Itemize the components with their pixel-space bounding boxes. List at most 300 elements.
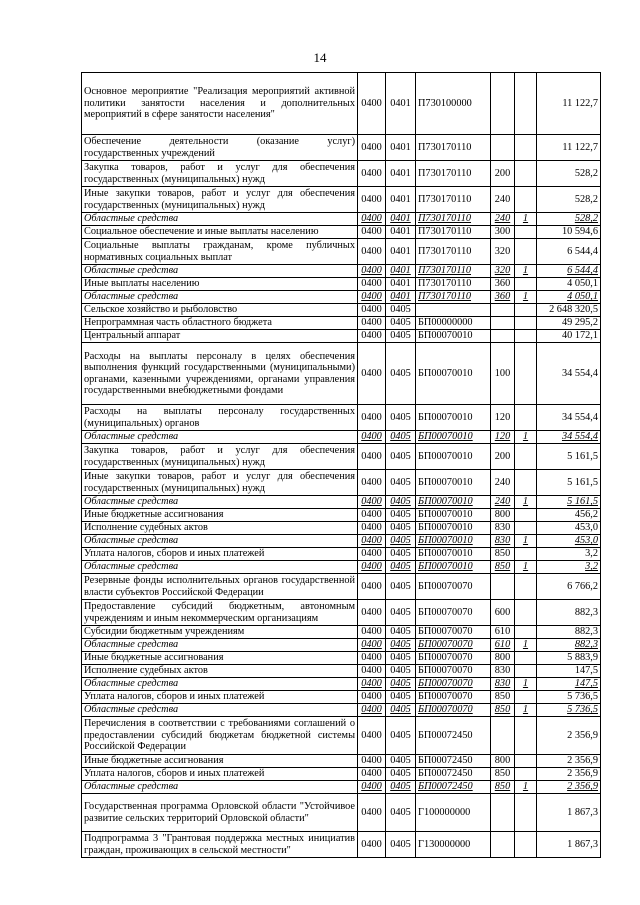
subsection-code: 0405	[386, 496, 416, 509]
subsection-code: 0405	[386, 704, 416, 717]
section-code: 0400	[358, 600, 386, 626]
target-article-code	[416, 304, 491, 317]
section-code: 0400	[358, 574, 386, 600]
funding-source-code: 1	[515, 704, 537, 717]
funding-source-code	[515, 755, 537, 768]
section-code: 0400	[358, 639, 386, 652]
table-row	[82, 73, 601, 135]
amount: 453,0	[537, 535, 601, 548]
row-name: Закупка товаров, работ и услуг для обеспечения государственных (муниципальных) нужд	[82, 444, 358, 470]
subsection-code: 0401	[386, 161, 416, 187]
row-name: Иные выплаты населению	[82, 278, 358, 291]
section-code: 0400	[358, 548, 386, 561]
subsection-code: 0405	[386, 691, 416, 704]
section-code: 0400	[358, 781, 386, 794]
amount: 882,3	[537, 600, 601, 626]
target-article-code: БП00070010	[416, 470, 491, 496]
table-row	[82, 522, 601, 535]
target-article-code: Г100000000	[416, 794, 491, 832]
subsection-code: 0405	[386, 522, 416, 535]
funding-source-code	[515, 161, 537, 187]
expense-type-code	[491, 304, 515, 317]
expense-type-code: 600	[491, 600, 515, 626]
subsection-code: 0401	[386, 187, 416, 213]
section-code: 0400	[358, 431, 386, 444]
funding-source-code	[515, 226, 537, 239]
target-article-code: БП00070010	[416, 561, 491, 574]
amount: 5 736,5	[537, 691, 601, 704]
subsection-code: 0405	[386, 794, 416, 832]
subsection-code: 0405	[386, 626, 416, 639]
subsection-code: 0405	[386, 304, 416, 317]
row-name: Подпрограмма 3 "Грантовая поддержка местных инициатив граждан, проживающих в сельской местности"	[82, 832, 358, 858]
section-code: 0400	[358, 832, 386, 858]
row-name: Областные средства	[82, 639, 358, 652]
table-row	[82, 444, 601, 470]
funding-source-code	[515, 444, 537, 470]
amount: 5 161,5	[537, 470, 601, 496]
table-row	[82, 561, 601, 574]
subsection-code: 0405	[386, 535, 416, 548]
row-name: Центральный аппарат	[82, 330, 358, 343]
target-article-code: БП00070010	[416, 509, 491, 522]
subsection-code: 0401	[386, 265, 416, 278]
expense-type-code: 830	[491, 522, 515, 535]
amount: 5 161,5	[537, 444, 601, 470]
funding-source-code	[515, 73, 537, 135]
amount: 147,5	[537, 678, 601, 691]
section-code: 0400	[358, 678, 386, 691]
amount: 1 867,3	[537, 794, 601, 832]
row-name: Уплата налогов, сборов и иных платежей	[82, 691, 358, 704]
row-name: Областные средства	[82, 781, 358, 794]
table-row	[82, 265, 601, 278]
subsection-code: 0401	[386, 239, 416, 265]
expense-type-code: 200	[491, 444, 515, 470]
expense-type-code: 320	[491, 239, 515, 265]
expense-type-code: 320	[491, 265, 515, 278]
funding-source-code	[515, 187, 537, 213]
section-code: 0400	[358, 444, 386, 470]
subsection-code: 0401	[386, 73, 416, 135]
target-article-code: БП00070010	[416, 444, 491, 470]
expense-type-code: 830	[491, 678, 515, 691]
funding-source-code	[515, 548, 537, 561]
section-code: 0400	[358, 691, 386, 704]
row-name: Социальное обеспечение и иные выплаты населению	[82, 226, 358, 239]
subsection-code: 0405	[386, 548, 416, 561]
funding-source-code: 1	[515, 639, 537, 652]
target-article-code: БП00070070	[416, 665, 491, 678]
page-number: 14	[313, 50, 327, 65]
amount: 528,2	[537, 161, 601, 187]
subsection-code: 0405	[386, 431, 416, 444]
amount: 3,2	[537, 561, 601, 574]
section-code: 0400	[358, 652, 386, 665]
funding-source-code	[515, 343, 537, 405]
table-row	[82, 405, 601, 431]
amount: 6 766,2	[537, 574, 601, 600]
section-code: 0400	[358, 522, 386, 535]
expense-type-code: 240	[491, 496, 515, 509]
amount: 2 356,9	[537, 755, 601, 768]
subsection-code: 0401	[386, 291, 416, 304]
table-row	[82, 496, 601, 509]
section-code: 0400	[358, 226, 386, 239]
amount: 882,3	[537, 639, 601, 652]
subsection-code: 0405	[386, 405, 416, 431]
table-row	[82, 639, 601, 652]
section-code: 0400	[358, 768, 386, 781]
amount: 10 594,6	[537, 226, 601, 239]
table-row	[82, 755, 601, 768]
funding-source-code	[515, 691, 537, 704]
target-article-code: БП00072450	[416, 781, 491, 794]
table-row	[82, 548, 601, 561]
target-article-code: П730170110	[416, 213, 491, 226]
target-article-code: П730170110	[416, 135, 491, 161]
amount: 11 122,7	[537, 73, 601, 135]
subsection-code: 0405	[386, 444, 416, 470]
section-code: 0400	[358, 496, 386, 509]
target-article-code: БП00070010	[416, 405, 491, 431]
amount: 5 161,5	[537, 496, 601, 509]
table-row	[82, 717, 601, 755]
funding-source-code	[515, 652, 537, 665]
funding-source-code	[515, 509, 537, 522]
target-article-code: БП00070070	[416, 704, 491, 717]
section-code: 0400	[358, 470, 386, 496]
expense-type-code: 850	[491, 781, 515, 794]
section-code: 0400	[358, 535, 386, 548]
table-row	[82, 135, 601, 161]
subsection-code: 0405	[386, 768, 416, 781]
row-name: Перечисления в соответствии с требованиями соглашений о предоставлении субсидий бюджетам бюджетной системы Российской Федерации	[82, 717, 358, 755]
amount: 49 295,2	[537, 317, 601, 330]
table-row	[82, 704, 601, 717]
target-article-code: БП00072450	[416, 768, 491, 781]
row-name: Областные средства	[82, 704, 358, 717]
funding-source-code	[515, 832, 537, 858]
funding-source-code	[515, 470, 537, 496]
table-row	[82, 304, 601, 317]
subsection-code: 0405	[386, 509, 416, 522]
expense-type-code	[491, 794, 515, 832]
funding-source-code	[515, 278, 537, 291]
section-code: 0400	[358, 561, 386, 574]
target-article-code: БП00070010	[416, 330, 491, 343]
row-name: Резервные фонды исполнительных органов государственной власти субъектов Российской Федерации	[82, 574, 358, 600]
funding-source-code: 1	[515, 213, 537, 226]
section-code: 0400	[358, 704, 386, 717]
target-article-code: П730170110	[416, 161, 491, 187]
budget-table	[81, 72, 601, 858]
subsection-code: 0401	[386, 213, 416, 226]
target-article-code: БП00070070	[416, 600, 491, 626]
target-article-code: БП00070010	[416, 522, 491, 535]
table-row	[82, 278, 601, 291]
row-name: Обеспечение деятельности (оказание услуг) государственных учреждений	[82, 135, 358, 161]
subsection-code: 0405	[386, 317, 416, 330]
expense-type-code	[491, 717, 515, 755]
section-code: 0400	[358, 317, 386, 330]
target-article-code: П730170110	[416, 226, 491, 239]
expense-type-code	[491, 135, 515, 161]
row-name: Уплата налогов, сборов и иных платежей	[82, 768, 358, 781]
funding-source-code	[515, 600, 537, 626]
amount: 6 544,4	[537, 265, 601, 278]
amount: 6 544,4	[537, 239, 601, 265]
target-article-code: БП00070010	[416, 535, 491, 548]
amount: 34 554,4	[537, 431, 601, 444]
row-name: Областные средства	[82, 535, 358, 548]
expense-type-code: 850	[491, 768, 515, 781]
expense-type-code: 200	[491, 161, 515, 187]
amount: 40 172,1	[537, 330, 601, 343]
expense-type-code: 850	[491, 548, 515, 561]
section-code: 0400	[358, 135, 386, 161]
table-row	[82, 187, 601, 213]
target-article-code: БП00070070	[416, 639, 491, 652]
funding-source-code	[515, 330, 537, 343]
table-row	[82, 226, 601, 239]
section-code: 0400	[358, 304, 386, 317]
target-article-code: БП00070010	[416, 548, 491, 561]
table-row	[82, 470, 601, 496]
expense-type-code: 850	[491, 704, 515, 717]
table-row	[82, 574, 601, 600]
expense-type-code: 120	[491, 431, 515, 444]
row-name: Иные закупки товаров, работ и услуг для обеспечения государственных (муниципальных) нужд	[82, 187, 358, 213]
amount: 456,2	[537, 509, 601, 522]
expense-type-code	[491, 574, 515, 600]
subsection-code: 0405	[386, 330, 416, 343]
section-code: 0400	[358, 187, 386, 213]
table-row	[82, 781, 601, 794]
table-row	[82, 626, 601, 639]
subsection-code: 0401	[386, 278, 416, 291]
target-article-code: БП00070010	[416, 343, 491, 405]
row-name: Иные бюджетные ассигнования	[82, 755, 358, 768]
expense-type-code: 240	[491, 470, 515, 496]
row-name: Областные средства	[82, 561, 358, 574]
amount: 882,3	[537, 626, 601, 639]
amount: 34 554,4	[537, 343, 601, 405]
row-name: Субсидии бюджетным учреждениям	[82, 626, 358, 639]
subsection-code: 0405	[386, 678, 416, 691]
target-article-code: БП00072450	[416, 755, 491, 768]
target-article-code: П730170110	[416, 239, 491, 265]
expense-type-code: 300	[491, 226, 515, 239]
row-name: Исполнение судебных актов	[82, 665, 358, 678]
target-article-code: БП00070070	[416, 678, 491, 691]
expense-type-code	[491, 832, 515, 858]
amount: 453,0	[537, 522, 601, 535]
section-code: 0400	[358, 509, 386, 522]
amount: 34 554,4	[537, 405, 601, 431]
table-row	[82, 291, 601, 304]
table-row	[82, 431, 601, 444]
funding-source-code: 1	[515, 535, 537, 548]
table-row	[82, 794, 601, 832]
row-name: Областные средства	[82, 265, 358, 278]
row-name: Предоставление субсидий бюджетным, автономным учреждениям и иным некоммерческим организациям	[82, 600, 358, 626]
target-article-code: БП00070010	[416, 496, 491, 509]
table-row	[82, 535, 601, 548]
funding-source-code: 1	[515, 265, 537, 278]
funding-source-code	[515, 626, 537, 639]
row-name: Основное мероприятие "Реализация мероприятий активной политики занятости населения и дополнительных мероприятий в сфере занятости населения"	[82, 73, 358, 135]
amount: 11 122,7	[537, 135, 601, 161]
funding-source-code	[515, 405, 537, 431]
subsection-code: 0405	[386, 652, 416, 665]
table-row	[82, 330, 601, 343]
expense-type-code: 240	[491, 187, 515, 213]
row-name: Иные бюджетные ассигнования	[82, 509, 358, 522]
table-row	[82, 317, 601, 330]
subsection-code: 0405	[386, 832, 416, 858]
subsection-code: 0405	[386, 470, 416, 496]
row-name: Расходы на выплаты персоналу государственных (муниципальных) органов	[82, 405, 358, 431]
expense-type-code: 830	[491, 665, 515, 678]
funding-source-code	[515, 665, 537, 678]
funding-source-code	[515, 768, 537, 781]
subsection-code: 0405	[386, 561, 416, 574]
subsection-code: 0405	[386, 665, 416, 678]
funding-source-code	[515, 794, 537, 832]
expense-type-code: 240	[491, 213, 515, 226]
expense-type-code: 360	[491, 278, 515, 291]
row-name: Закупка товаров, работ и услуг для обеспечения государственных (муниципальных) нужд	[82, 161, 358, 187]
section-code: 0400	[358, 626, 386, 639]
table-row	[82, 678, 601, 691]
expense-type-code	[491, 73, 515, 135]
subsection-code: 0405	[386, 343, 416, 405]
section-code: 0400	[358, 239, 386, 265]
funding-source-code	[515, 135, 537, 161]
subsection-code: 0401	[386, 135, 416, 161]
funding-source-code: 1	[515, 496, 537, 509]
amount: 3,2	[537, 548, 601, 561]
target-article-code: БП00000000	[416, 317, 491, 330]
expense-type-code	[491, 317, 515, 330]
subsection-code: 0405	[386, 781, 416, 794]
target-article-code: П730170110	[416, 291, 491, 304]
table-row	[82, 239, 601, 265]
row-name: Сельское хозяйство и рыболовство	[82, 304, 358, 317]
amount: 4 050,1	[537, 291, 601, 304]
funding-source-code: 1	[515, 678, 537, 691]
target-article-code: П730170110	[416, 278, 491, 291]
target-article-code: БП00072450	[416, 717, 491, 755]
table-row	[82, 768, 601, 781]
row-name: Областные средства	[82, 291, 358, 304]
expense-type-code: 120	[491, 405, 515, 431]
section-code: 0400	[358, 73, 386, 135]
funding-source-code	[515, 304, 537, 317]
table-row	[82, 652, 601, 665]
target-article-code: БП00070010	[416, 431, 491, 444]
amount: 2 356,9	[537, 717, 601, 755]
funding-source-code: 1	[515, 561, 537, 574]
expense-type-code: 800	[491, 755, 515, 768]
expense-type-code: 610	[491, 626, 515, 639]
table-row	[82, 600, 601, 626]
amount: 147,5	[537, 665, 601, 678]
row-name: Государственная программа Орловской области "Устойчивое развитие сельских территорий Орловской области"	[82, 794, 358, 832]
amount: 528,2	[537, 213, 601, 226]
expense-type-code: 850	[491, 691, 515, 704]
section-code: 0400	[358, 213, 386, 226]
target-article-code: П730100000	[416, 73, 491, 135]
funding-source-code	[515, 317, 537, 330]
section-code: 0400	[358, 161, 386, 187]
subsection-code: 0405	[386, 600, 416, 626]
section-code: 0400	[358, 291, 386, 304]
funding-source-code: 1	[515, 291, 537, 304]
table-row	[82, 343, 601, 405]
amount: 528,2	[537, 187, 601, 213]
target-article-code: БП00070070	[416, 691, 491, 704]
expense-type-code: 800	[491, 509, 515, 522]
subsection-code: 0405	[386, 574, 416, 600]
amount: 4 050,1	[537, 278, 601, 291]
section-code: 0400	[358, 265, 386, 278]
funding-source-code	[515, 574, 537, 600]
amount: 2 356,9	[537, 781, 601, 794]
row-name: Исполнение судебных актов	[82, 522, 358, 535]
row-name: Иные закупки товаров, работ и услуг для обеспечения государственных (муниципальных) нужд	[82, 470, 358, 496]
table-row	[82, 665, 601, 678]
target-article-code: Г130000000	[416, 832, 491, 858]
expense-type-code: 610	[491, 639, 515, 652]
table-row	[82, 161, 601, 187]
row-name: Областные средства	[82, 431, 358, 444]
amount: 5 736,5	[537, 704, 601, 717]
row-name: Областные средства	[82, 678, 358, 691]
subsection-code: 0401	[386, 226, 416, 239]
amount: 5 883,9	[537, 652, 601, 665]
funding-source-code	[515, 239, 537, 265]
row-name: Областные средства	[82, 496, 358, 509]
row-name: Уплата налогов, сборов и иных платежей	[82, 548, 358, 561]
expense-type-code: 360	[491, 291, 515, 304]
subsection-code: 0405	[386, 639, 416, 652]
row-name: Социальные выплаты гражданам, кроме публичных нормативных социальных выплат	[82, 239, 358, 265]
subsection-code: 0405	[386, 755, 416, 768]
row-name: Расходы на выплаты персоналу в целях обеспечения выполнения функций государственными (муниципальными) органами, казенными учреждениями, органами управления государственными внебюджетными фондами	[82, 343, 358, 405]
section-code: 0400	[358, 405, 386, 431]
table-row	[82, 509, 601, 522]
target-article-code: П730170110	[416, 265, 491, 278]
funding-source-code	[515, 717, 537, 755]
table-row	[82, 691, 601, 704]
expense-type-code	[491, 330, 515, 343]
expense-type-code: 100	[491, 343, 515, 405]
amount: 2 648 320,5	[537, 304, 601, 317]
row-name: Непрограммная часть областного бюджета	[82, 317, 358, 330]
expense-type-code: 800	[491, 652, 515, 665]
section-code: 0400	[358, 755, 386, 768]
row-name: Областные средства	[82, 213, 358, 226]
target-article-code: БП00070070	[416, 626, 491, 639]
subsection-code: 0405	[386, 717, 416, 755]
funding-source-code: 1	[515, 781, 537, 794]
section-code: 0400	[358, 794, 386, 832]
table-row	[82, 213, 601, 226]
funding-source-code: 1	[515, 431, 537, 444]
section-code: 0400	[358, 343, 386, 405]
